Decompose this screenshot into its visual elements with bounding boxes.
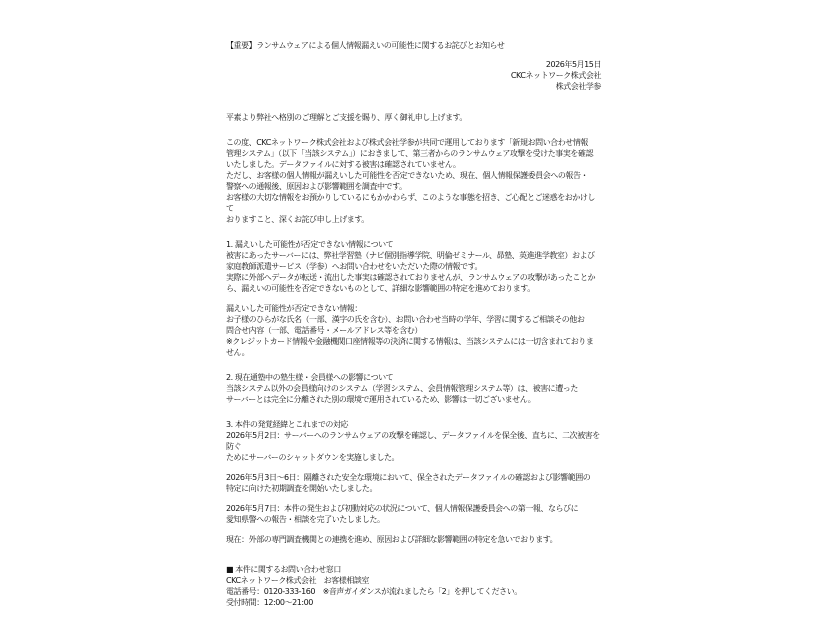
greeting-text: 平素より弊社へ格別のご理解とご支援を賜り、厚く御礼申し上げます。 [226,113,467,122]
contact-organization: CKCネットワーク株式会社 お客様相談室 [226,576,369,585]
section-1-heading: 1. 漏えいした可能性が否定できない情報について [226,240,394,249]
timeline-entry-may-3-6: 2026年5月3日～6日：隔離された安全な環境において、保全されたデータファイルの確認および影響範囲の 特定に向けた初期調査を開始いたしました。 [226,473,591,493]
contact-heading: ■ 本件に関するお問い合わせ窓口 [226,565,341,574]
company-name-gakusan: 株式会社学参 [555,82,601,91]
intro-paragraph: この度、CKCネットワーク株式会社および株式会社学参が共同で運用しております「新規お問い合わせ情報 管理システム」（以下「当該システム」）におきまして、第三者からのランサムウェア攻撃を受けた事実を確認 いたしました。データファイルに対する被害は確認されていません。 ただし、お客様の個人情報が漏えいした可能性を否定できないため、現在、個人情報保護委員会への報告・ 警察への通報後、原因および影響範囲を調査中です。 お客様の大切な情報をお預かりしているにもかかわらず、このような事態を招き、ご心配とご迷惑をおかけして おりますこと、深くお詫び申し上げます。 [226,138,595,224]
contact-block [226,564,601,608]
section-2-body: 当該システム以外の会員様向けのシステム（学習システム、会員情報管理システム等）は、被害に遭った サーバーとは完全に分離された別の環境で運用されているため、影響は一切ございません。 [226,384,578,404]
section-1 [226,239,601,358]
section-3-heading: 3. 本件の発覚経緯とこれまでの対応 [226,420,349,429]
leaked-info-body: お子様のひらがな氏名（一部、漢字の氏を含む）、お問い合わせ当時の学年、学習に関するご相談その他お 問合せ内容（一部、電話番号・メールアドレス等を含む） ※クレジットカード情報や金融機関口座情報等の決済に関する情報は、当該システムには一切含まれておりま せん。 [226,315,594,357]
contact-hours: 受付時間：12:00～21:00 [226,598,313,607]
company-name-ckc: CKCネットワーク株式会社 [510,71,601,80]
section-1-body: 被害にあったサーバーには、弊社学習塾（ナビ個別指導学院、明倫ゼミナール、昴塾、英進進学教室）および 家庭教師派遣サービス（学参）へお問い合わせをいただいた際の情報です。 実際に外部へデータが転送・流出した事実は確認されておりませんが、ランサムウェアの攻撃があったことか ら、漏えいの可能性を否定できないものとして、詳細な影響範囲の特定を進めております。 [226,251,596,293]
timeline-entry-may-2: 2026年5月2日：サーバーへのランサムウェアの攻撃を確認し、データファイルを保全後、直ちに、二次被害を防ぐ ためにサーバーのシャットダウンを実施しました。 [226,431,600,462]
section-3 [226,419,601,545]
current-status: 現在：外部の専門調査機関との連携を進め、原因および詳細な影響範囲の特定を急いでおります。 [226,535,558,544]
notice-document [226,40,601,608]
leaked-info-heading: 漏えいした可能性が否定できない情報： [226,304,362,313]
sender-block [226,59,601,92]
section-2 [226,372,601,405]
page-title: 【重要】ランサムウェアによる個人情報漏えいの可能性に関するお詫びとお知らせ [226,41,505,50]
issue-date: 2026年5月15日 [545,60,601,69]
section-2-heading: 2. 現在通塾中の塾生様・会員様への影響について [226,373,394,382]
timeline-entry-may-7: 2026年5月7日：本件の発生および初動対応の状況について、個人情報保護委員会への第一報、ならびに 愛知県警への報告・相談を完了いたしました。 [226,504,579,524]
contact-phone: 電話番号：0120-333-160 ※音声ガイダンスが流れましたら「2」を押してください。 [226,587,522,596]
